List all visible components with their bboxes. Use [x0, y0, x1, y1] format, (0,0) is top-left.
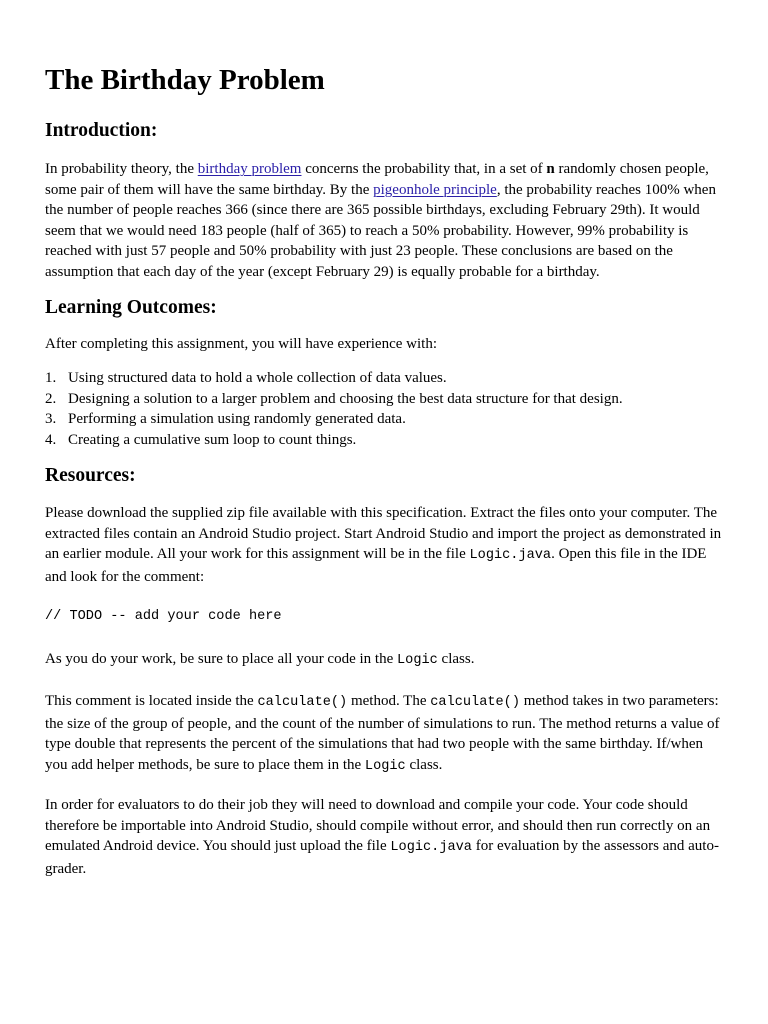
pigeonhole-principle-link[interactable]: pigeonhole principle: [373, 181, 497, 198]
list-item: [45, 389, 725, 410]
list-item: [45, 430, 725, 451]
list-item: [45, 409, 725, 430]
intro-bold-n: n: [546, 161, 555, 177]
logic-java-filename: Logic.java: [390, 840, 472, 856]
resources-paragraph-4: [45, 795, 725, 879]
resources-p1-text-b: . Open this file in the IDE and look for the comment:: [45, 546, 707, 585]
list-item-number: 4.: [45, 431, 57, 448]
intro-text-2: concerns the probability that, in a set of: [301, 161, 547, 177]
intro-paragraph: [45, 159, 725, 283]
todo-code-comment: // TODO -- add your code here: [45, 609, 282, 624]
resources-p3-text-c: method takes in two parameters: the size of the group of people, and the count of the number of simulations to run. The method returns a value of type double that represents the percent of the simulations that had two people with the same birthday. If/when you add helper methods, be sure to place them in the: [45, 693, 720, 773]
birthday-problem-link[interactable]: birthday problem: [197, 161, 302, 177]
list-item-text: Creating a cumulative sum loop to count things.: [68, 431, 357, 448]
resources-p4-text-b: for evaluation by the assessors and auto-grader.: [45, 838, 719, 877]
resources-p3-text-a: This comment is located inside the: [45, 693, 258, 709]
list-item: [45, 368, 725, 389]
page-title: The Birthday Problem: [45, 64, 325, 96]
resources-p3-text-d: class.: [405, 756, 443, 773]
resources-paragraph-3: [45, 691, 725, 777]
resources-paragraph-2: [45, 649, 725, 672]
logic-class-name: Logic: [364, 758, 406, 774]
calculate-method-name: calculate(): [257, 695, 348, 710]
intro-text-4: , the probability reaches 100% when the number of people reaches 366 (since there are 365 possible birthdays, excluding February 29th). It would seem that we would need 183 people (half of 365) to reach a 50% probability. However, 99% probability is reached with just 57 people and 50% probability with just 23 people. These conclusions are based on the assumption that each day of the year (except February 29) is equally probable for a birthday.: [45, 181, 716, 280]
list-item-text: Performing a simulation using randomly generated data.: [68, 411, 406, 428]
list-item-number: 3.: [45, 411, 57, 428]
resources-p2-text-b: class.: [437, 651, 475, 667]
resources-heading: Resources:: [45, 465, 136, 486]
intro-heading: Introduction:: [45, 120, 158, 141]
resources-p1-text-a: Please download the supplied zip file available with this specification. Extract the files onto your computer. The extracted files contain an Android Studio project. Start Android Studio and import the project as demonstrated in an earlier module. All your work for this assignment will be in the file: [45, 505, 722, 563]
list-item-number: 2.: [45, 390, 57, 407]
intro-text-3: randomly chosen people, some pair of them will have the same birthday. By the: [45, 161, 709, 198]
outcomes-heading: Learning Outcomes:: [45, 297, 217, 318]
resources-p2-text-a: As you do your work, be sure to place all your code in the: [45, 651, 397, 667]
resources-p4-text-a: In order for evaluators to do their job they will need to download and compile your code. Your code should therefore be importable into Android Studio, should compile without error, and should then run correctly on an emulated Android device. You should just upload the file: [45, 797, 711, 855]
logic-java-filename: Logic.java: [469, 548, 552, 564]
outcomes-list: [45, 368, 725, 450]
calculate-method-name: calculate(): [430, 695, 520, 710]
list-item-text: Designing a solution to a larger problem and choosing the best data structure for that design.: [68, 390, 623, 407]
list-item-number: 1.: [45, 370, 57, 386]
list-item-text: Using structured data to hold a whole collection of data values.: [68, 370, 447, 386]
outcomes-lead: After completing this assignment, you will have experience with:: [45, 336, 437, 352]
logic-class-name: Logic: [397, 653, 438, 668]
resources-p3-text-b: method. The: [347, 693, 431, 709]
intro-text-1: In probability theory, the: [45, 161, 198, 177]
resources-paragraph-1: [45, 503, 725, 587]
